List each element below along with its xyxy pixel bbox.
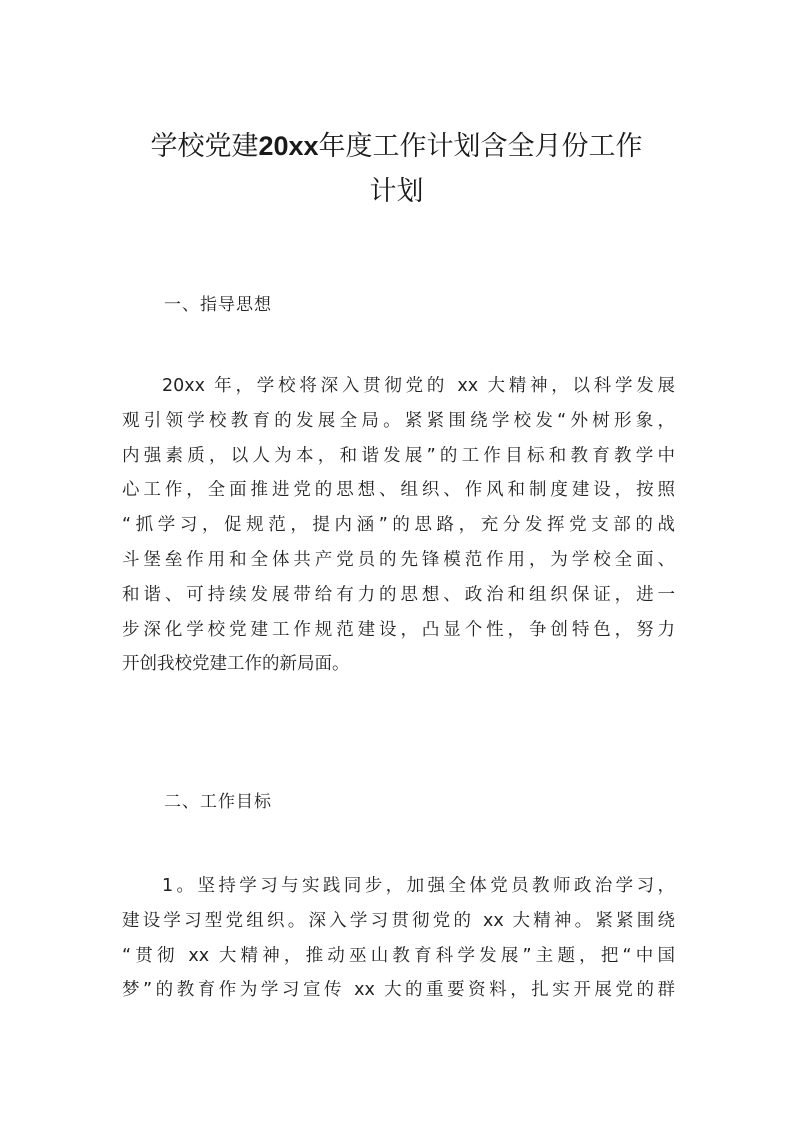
section-heading-guiding-ideology: 一、指导思想 (164, 295, 272, 315)
paragraph-line: 梦”的教育作为学习宣传 xx 大的重要资料，扎实开展党的群 (122, 980, 675, 1001)
title-year: 20xx (258, 131, 319, 161)
paragraph-line: “贯彻 xx 大精神，推动巫山教育科学发展”主题，把“中国 (122, 945, 675, 966)
paragraph-line: 20xx 年，学校将深入贯彻党的 xx 大精神，以科学发展 (162, 376, 675, 396)
paragraph-line: 内强素质，以人为本，和谐发展”的工作目标和教育教学中 (122, 445, 675, 466)
paragraph-work-goals (122, 869, 675, 1008)
paragraph-line: 1。坚持学习与实践同步，加强全体党员教师政治学习， (162, 876, 675, 896)
paragraph-guiding-ideology (122, 369, 675, 682)
section-heading-work-goals: 二、工作目标 (164, 792, 272, 812)
paragraph-line: “抓学习，促规范，提内涵”的思路，充分发挥党支部的战 (122, 515, 675, 536)
paragraph-line: 和谐、可持续发展带给有力的思想、政治和组织保证，进一 (122, 584, 675, 605)
paragraph-line: 斗堡垒作用和全体共产党员的先锋模范作用，为学校全面、 (122, 549, 675, 570)
paragraph-line: 观引领学校教育的发展全局。紧紧围绕学校发“外树形象， (122, 410, 675, 431)
paragraph-line: 建设学习型党组织。深入学习贯彻党的 xx 大精神。紧紧围绕 (122, 910, 675, 931)
document-title-line-2: 计划 (369, 176, 424, 207)
title-prefix: 学校党建 (150, 131, 259, 162)
paragraph-line: 开创我校党建工作的新局面。 (122, 654, 350, 675)
title-suffix: 年度工作计划含全月份工作 (318, 131, 643, 162)
paragraph-line: 步深化学校党建工作规范建设，凸显个性，争创特色，努力 (122, 619, 675, 640)
paragraph-line: 心工作，全面推进党的思想、组织、作风和制度建设，按照 (122, 480, 675, 501)
document-title-line-1 (110, 124, 683, 169)
